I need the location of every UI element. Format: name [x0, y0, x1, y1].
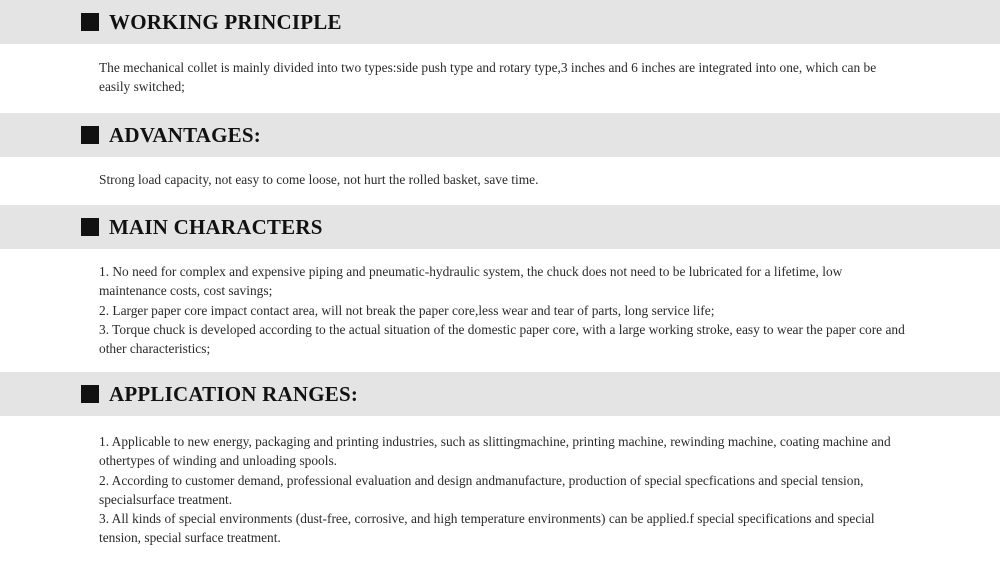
paragraph: 2. According to customer demand, professional evaluation and design andmanufacture, production of special specfications and special tension, specialsurface treatment.: [99, 472, 864, 507]
section-body-main-characters: [99, 262, 909, 358]
section-title: WORKING PRINCIPLE: [109, 10, 342, 34]
section-header-working-principle: [0, 0, 1000, 44]
square-bullet-icon: [81, 385, 99, 403]
section-title: ADVANTAGES:: [109, 123, 261, 147]
section-body-working-principle: [99, 58, 909, 97]
paragraph: The mechanical collet is mainly divided into two types:side push type and rotary type,3 inches and 6 inches are integrated into one, which can be easily switched;: [99, 60, 877, 95]
paragraph: 3. Torque chuck is developed according to the actual situation of the domestic paper core, with a large working stroke, easy to wear the paper core and other characteristics;: [99, 321, 905, 357]
section-body-application-ranges: [99, 432, 909, 548]
square-bullet-icon: [81, 126, 99, 144]
paragraph: 2. Larger paper core impact contact area, will not break the paper core,less wear and tear of parts, long service life;: [99, 302, 715, 318]
section-title: MAIN CHARACTERS: [109, 215, 323, 239]
paragraph: 1. No need for complex and expensive piping and pneumatic-hydraulic system, the chuck does not need to be lubricated for a lifetime, low maintenance costs, cost savings;: [99, 264, 843, 299]
paragraph: 3. All kinds of special environments (dust-free, corrosive, and high temperature environments) can be applied.f special specifications and special tension, special surface treatment.: [99, 511, 875, 546]
paragraph: 1. Applicable to new energy, packaging and printing industries, such as slittingmachine, printing machine, rewinding machine, coating machine and othertypes of winding and unloading spools.: [99, 434, 891, 469]
paragraph: Strong load capacity, not easy to come loose, not hurt the rolled basket, save time.: [99, 172, 539, 187]
section-title: APPLICATION RANGES:: [109, 382, 359, 406]
square-bullet-icon: [81, 218, 99, 236]
section-header-main-characters: [0, 205, 1000, 249]
section-body-advantages: [99, 170, 909, 189]
section-header-advantages: [0, 113, 1000, 157]
section-header-application-ranges: [0, 372, 1000, 416]
square-bullet-icon: [81, 13, 99, 31]
